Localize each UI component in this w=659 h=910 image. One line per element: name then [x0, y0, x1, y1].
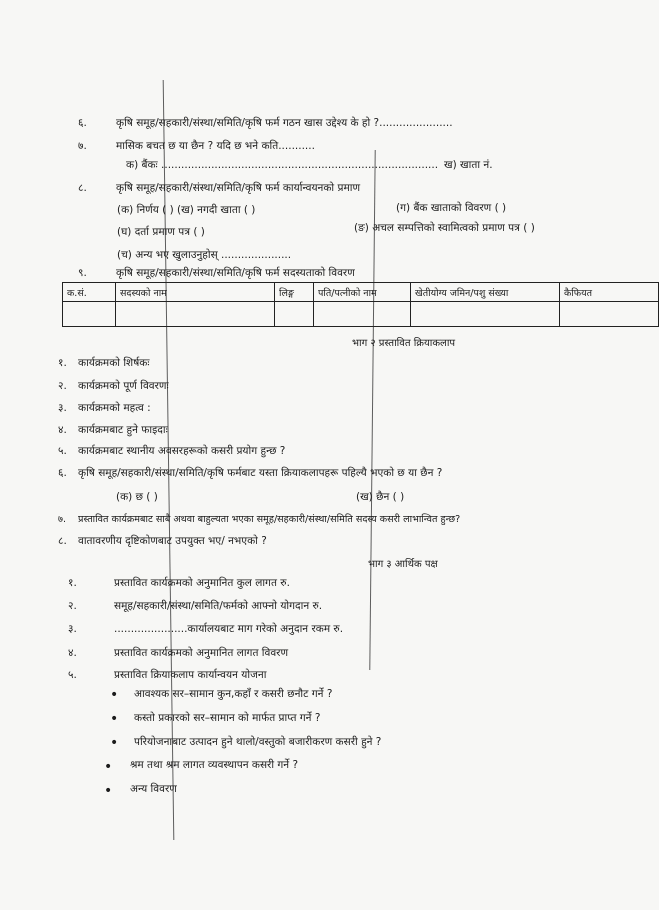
p2-item-2: २. कार्यक्रमको पूर्ण विवरणः	[58, 380, 169, 392]
col-member-name: सदस्यको नाम	[116, 283, 275, 302]
col-land-livestock: खेतीयोग्य जमिन/पशु संख्या	[411, 283, 560, 302]
table-header-row	[63, 283, 659, 302]
p2-item-3: ३. कार्यक्रमको महत्व :	[58, 402, 151, 414]
p3-item-3: ३. ......................कार्यालयबाट माग गरेको अनुदान रकम रु.	[68, 623, 344, 635]
plan-bullet-2: कस्तो प्रकारको सर–सामान को मार्फत प्राप्त गर्ने ?	[134, 712, 321, 724]
bullet-icon: •	[110, 711, 119, 727]
p2-option-no: (ख) छैन ( )	[356, 491, 405, 503]
part-3-heading: भाग ३ आर्थिक पक्ष	[368, 559, 438, 570]
plan-bullet-3: परियोजनाबाट उत्पादन हुने थालो/वस्तुको बजारीकरण कसरी हुने ?	[134, 736, 382, 748]
proof-options-a: (क) निर्णय ( ) (ख) नगदी खाता ( )	[117, 204, 256, 216]
proof-option-property: (ङ) अचल सम्पत्तिको स्वामित्वको प्रमाण पत्र ( )	[354, 222, 535, 234]
bullet-icon: •	[110, 735, 119, 751]
bullet-icon: •	[104, 783, 113, 799]
plan-bullet-5: अन्य विवरण	[130, 783, 177, 795]
p3-item-2: २. समूह/सहकारी/संस्था/समिति/फर्मको आफ्नो योगदान रु.	[68, 600, 323, 612]
p2-item-1: १. कार्यक्रमको शिर्षकः	[58, 357, 150, 369]
p2-item-4: ४. कार्यक्रमबाट हुने फाइदाः	[58, 424, 168, 436]
part-2-heading: भाग २ प्रस्तावित क्रियाकलाप	[352, 338, 456, 349]
item-9: ९. कृषि समूह/सहकारी/संस्था/समिति/कृषि फर्म सदस्यताको विवरण	[78, 267, 355, 279]
p2-item-8: ८. वातावरणीय दृष्टिकोणबाट उपयुक्त भए/ नभएको ?	[58, 535, 267, 547]
p3-item-1: १. प्रस्तावित कार्यक्रमको अनुमानित कुल लागत रु.	[68, 577, 290, 589]
p2-item-6: ६. कृषि समूह/सहकारी/संस्था/समिति/कृषि फर्मबाट यस्ता क्रियाकलापहरू पहिल्यै भएको छ या छैन ?	[58, 467, 443, 479]
table-row	[63, 302, 659, 327]
col-gender: लिङ्ग	[275, 283, 314, 302]
proof-option-registration: (घ) दर्ता प्रमाण पत्र ( )	[117, 226, 205, 238]
col-serial: क.सं.	[63, 283, 116, 302]
p3-item-5: ५. प्रस्तावित क्रियाकलाप कार्यान्वयन योजना	[68, 669, 267, 681]
bullet-icon: •	[104, 759, 113, 775]
item-6: ६. कृषि समूह/सहकारी/संस्था/समिति/कृषि फर्म गठन खास उद्देश्य के हो ?......................	[78, 117, 453, 129]
membership-table	[62, 282, 659, 327]
p3-item-4: ४. प्रस्तावित कार्यक्रमको अनुमानित लागत विवरण	[68, 647, 289, 659]
bullet-icon: •	[110, 687, 119, 703]
item-7: ७. मासिक बचत छ या छैन ? यदि छ भने कति...........	[78, 140, 315, 152]
account-number: ख) खाता नं.	[444, 159, 493, 171]
bank-line: क) बैंकः ...................................................................................	[126, 159, 439, 171]
proof-option-bank: (ग) बैंक खाताको विवरण ( )	[396, 202, 507, 214]
plan-bullet-1: आवश्यक सर–सामान कुन,कहाँ र कसरी छनौट गर्ने ?	[134, 688, 333, 700]
col-remarks: कैफियत	[560, 283, 659, 302]
plan-bullet-4: श्रम तथा श्रम लागत व्यवस्थापन कसरी गर्ने ?	[130, 759, 299, 771]
item-8: ८. कृषि समूह/सहकारी/संस्था/समिति/कृषि फर्म कार्यान्वयनको प्रमाण	[78, 182, 361, 194]
proof-option-other: (च) अन्य भए खुलाउनुहोस् .....................	[117, 249, 292, 261]
p2-item-7: ७. प्रस्तावित कार्यक्रमबाट साबै अथवा बाहुल्यता भएका समूह/सहकारी/संस्था/समिति सदस्य कसरी लाभान्वित हुन्छ?	[58, 514, 461, 525]
p2-option-yes: (क) छ ( )	[116, 491, 158, 503]
col-spouse-name: पति/पत्नीको नाम	[314, 283, 411, 302]
p2-item-5: ५. कार्यक्रमबाट स्थानीय अवसरहरूको कसरी प्रयोग हुन्छ ?	[58, 445, 286, 457]
